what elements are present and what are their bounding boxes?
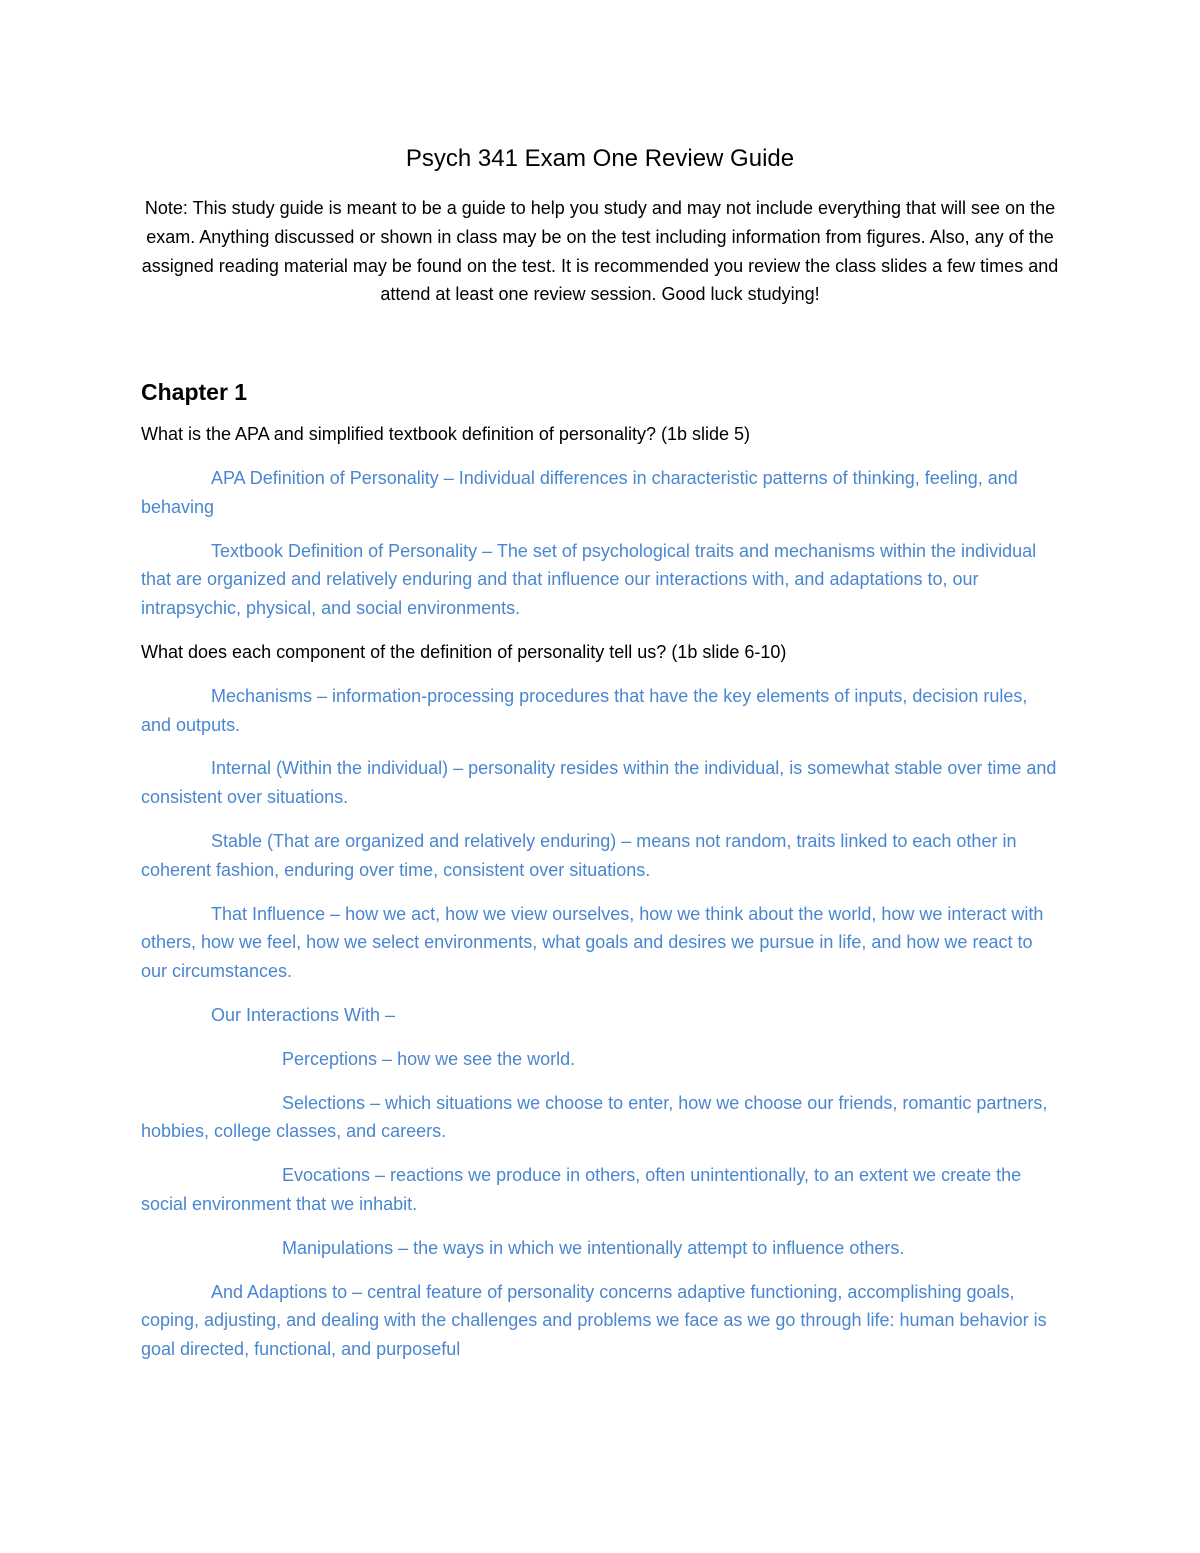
chapter-1-heading: Chapter 1 — [141, 379, 248, 406]
document-content — [141, 142, 1059, 1379]
document-title: Psych 341 Exam One Review Guide — [405, 145, 795, 172]
answer-stable: Stable (That are organized and relatively enduring) – means not random, traits linked to each other in coherent fashion, enduring over time, consistent over situations. — [141, 830, 1017, 880]
study-guide-note — [141, 194, 1059, 309]
answer-apa-definition: APA Definition of Personality – Individual differences in characteristic patterns of thinking, feeling, and behaving — [141, 467, 1018, 517]
note-text: This study guide is meant to be a guide to help you study and may not include everything that will see on the exam. Anything discussed or shown in class may be on the test including information from figures. Also, any of the assigned reading material may be found on the test. It is recommended you review the class slides a few times and attend at least one review session. Good luck studying! — [141, 198, 1059, 305]
question-personality-definition: What is the APA and simplified textbook definition of personality? (1b slide 5) — [141, 424, 751, 445]
answer-internal: Internal (Within the individual) – personality resides within the individual, is somewhat stable over time and consistent over situations. — [141, 758, 1057, 808]
answer-evocations: Evocations – reactions we produce in others, often unintentionally, to an extent we create the social environment that we inhabit. — [141, 1165, 1022, 1214]
answer-textbook-definition: Textbook Definition of Personality – The set of psychological traits and mechanisms within the individual that are organized and relatively enduring and that influence our interactions with, and adaptations to, our intrapsychic, physical, and social environments. — [141, 540, 1037, 619]
answer-mechanisms: Mechanisms – information-processing procedures that have the key elements of inputs, decision rules, and outputs. — [141, 685, 1028, 735]
answer-manipulations: Manipulations – the ways in which we intentionally attempt to influence others. — [282, 1237, 905, 1258]
note-label: Note: — [144, 198, 188, 218]
answer-our-interactions-with: Our Interactions With – — [211, 1004, 396, 1025]
answer-perceptions: Perceptions – how we see the world. — [282, 1048, 576, 1069]
question-definition-components: What does each component of the definition of personality tell us? (1b slide 6-10) — [141, 641, 787, 662]
answer-adaptations: And Adaptions to – central feature of personality concerns adaptive functioning, accomplishing goals, coping, adjusting, and dealing with the challenges and problems we face as we go through life: human behavior is goal directed, functional, and purposeful — [141, 1281, 1047, 1360]
answer-that-influence: That Influence – how we act, how we view ourselves, how we think about the world, how we interact with others, how we feel, how we select environments, what goals and desires we pursue in life, and how we react to our circumstances. — [141, 903, 1044, 982]
answer-selections: Selections – which situations we choose to enter, how we choose our friends, romantic partners, hobbies, college classes, and careers. — [141, 1092, 1048, 1142]
